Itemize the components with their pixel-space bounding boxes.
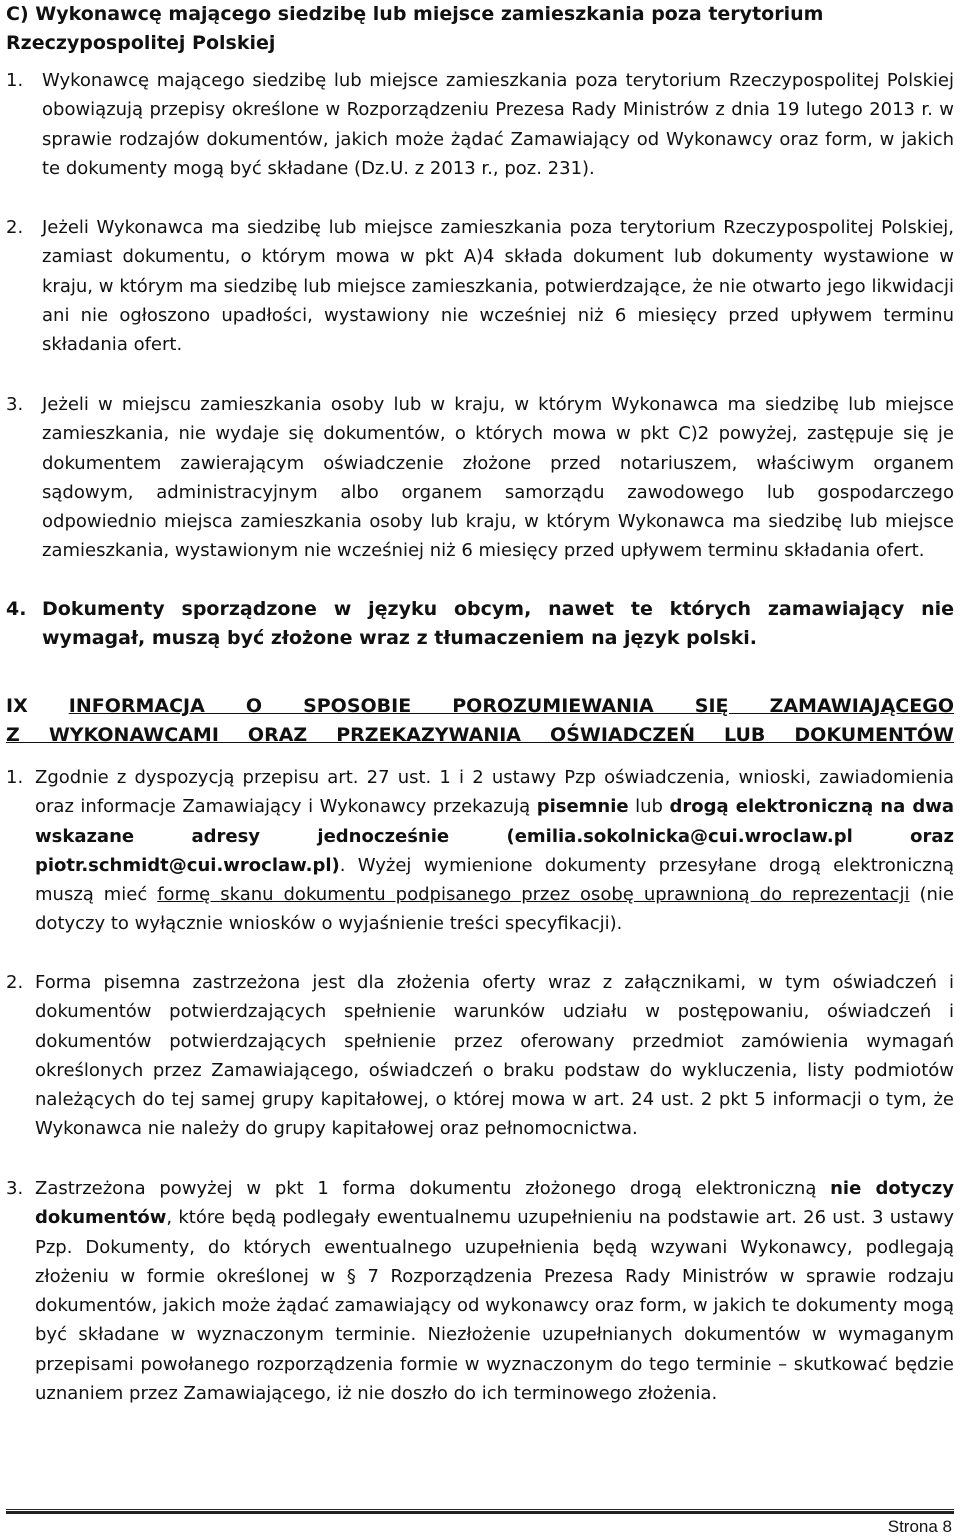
section-ix-item-3 <box>6 1174 954 1408</box>
section-c-item-4 <box>6 595 954 654</box>
section-c-item-3 <box>6 390 954 566</box>
item-text: Forma pisemna zastrzeżona jest dla złożenia oferty wraz z załącznikami, w tym oświadczeń i dokumentów potwierdzających spełnienie warunków udziału w postępowaniu, oświadczeń i dokumentów potwierdzających spełnienie przez oferowany przedmiot zamówienia wymagań określonych przez Zamawiającego, oświadczeń o braku podstaw do wykluczenia, listy podmiotów należących do tej samej grupy kapitałowej, o której mowa w art. 24 ust. 2 pkt 5 informacji o tym, że Wykonawca nie należy do grupy kapitałowej oraz pełnomocnictwa. <box>35 972 954 1140</box>
item-text: Wykonawcę mającego siedzibę lub miejsce zamieszkania poza terytorium Rzeczypospolitej Polskiej obowiązują przepisy określone w Rozporządzeniu Prezesa Rady Ministrów z dnia 19 lutego 2013 r. w sprawie rodzajów dokumentów, jakich może żądać Zamawiający od Wykonawcy oraz form, w jakich te dokumenty mogą być składane (Dz.U. z 2013 r., poz. 231). <box>42 70 954 179</box>
section-ix-prefix: IX <box>6 695 28 717</box>
email-addresses: drogą elektroniczną na dwa wskazane adresy jednocześnie (emilia.sokolnicka@cui.wroclaw.pl oraz piotr.schmidt@cui.wroclaw.pl) <box>35 796 954 876</box>
section-c-item-1 <box>6 66 954 183</box>
footer-divider-thick <box>6 1511 954 1514</box>
item-number: 2. <box>6 217 24 238</box>
item-number: 1. <box>6 767 24 788</box>
item-text: Zgodnie z dyspozycją przepisu art. 27 ust. 1 i 2 ustawy Pzp oświadczenia, wnioski, zawiadomienia oraz informacje Zamawiający i Wykonawcy przekazują pisemnie lub drogą elektroniczną na dwa wskazane adresy jednocześnie (emilia.sokolnicka@cui.wroclaw.pl oraz piotr.schmidt@cui.wroclaw.pl). Wyżej wymienione dokumenty przesyłane drogą elektroniczną muszą mieć formę skanu dokumentu podpisanego przez osobę uprawnioną do reprezentacji (nie dotyczy to wyłącznie wniosków o wyjaśnienie treści specyfikacji). <box>35 767 955 935</box>
item-number: 1. <box>6 70 24 91</box>
item-number: 3. <box>6 394 24 415</box>
item-number: 3. <box>6 1178 24 1199</box>
item-number: 4. <box>6 598 27 620</box>
section-ix-item-2 <box>6 968 954 1144</box>
page-number: Strona 8 <box>887 1517 952 1536</box>
section-c-heading: C) Wykonawcę mającego siedzibę lub miejsce zamieszkania poza terytorium Rzeczypospolitej Polskiej <box>6 3 824 54</box>
section-ix-heading-line1: IX INFORMACJA O SPOSOBIE POROZUMIEWANIA SIĘ ZAMAWIAJĄCEGO <box>6 695 954 717</box>
item-text: Jeżeli Wykonawca ma siedzibę lub miejsce zamieszkania poza terytorium Rzeczypospolitej Polskiej, zamiast dokumentu, o którym mowa w pkt A)4 składa dokument lub dokumenty wystawione w kraju, w którym ma siedzibę lub miejsce zamieszkania, potwierdzające, że nie otwarto jego likwidacji ani nie ogłoszono upadłości, wystawiony nie wcześniej niż 6 miesięcy przed upływem terminu składania ofert. <box>42 217 954 356</box>
section-ix-item-1 <box>6 763 954 939</box>
section-c-item-2 <box>6 213 954 359</box>
item-number: 2. <box>6 972 24 993</box>
item-text: Zastrzeżona powyżej w pkt 1 forma dokumentu złożonego drogą elektroniczną nie dotyczy dokumentów, które będą podlegały ewentualnemu uzupełnieniu na podstawie art. 26 ust. 3 ustawy Pzp. Dokumenty, do których ewentualnego uzupełnienia będą wzywani Wykonawcy, podlegają złożeniu w formie określonej w § 7 Rozporządzenia Prezesa Rady Ministrów w sprawie rodzaju dokumentów, jakich może żądać zamawiający od wykonawcy oraz form, w jakich te dokumenty mogą być składane w wyznaczonym terminie. Niezłożenie uzupełnianych dokumentów w wymaganym przepisami powołanego rozporządzenia formie w wyznaczonym do tego terminie – skutkować będzie uznaniem przez Zamawiającego, iż nie doszło do ich terminowego złożenia. <box>35 1178 954 1405</box>
section-ix-heading-line2: Z WYKONAWCAMI ORAZ PRZEKAZYWANIA OŚWIADCZEŃ LUB DOKUMENTÓW <box>6 724 954 746</box>
item-text: Dokumenty sporządzone w języku obcym, nawet te których zamawiający nie wymagał, muszą być złożone wraz z tłumaczeniem na język polski. <box>42 598 954 650</box>
footer-divider <box>6 1509 954 1510</box>
section-ix-heading <box>6 692 954 750</box>
item-text: Jeżeli w miejscu zamieszkania osoby lub w kraju, w którym Wykonawca ma siedzibę lub miejsce zamieszkania, nie wydaje się dokumentów, o których mowa w pkt C)2 powyżej, zastępuje się je dokumentem zawierającym oświadczenie złożone przed notariuszem, właściwym organem sądowym, administracyjnym albo organem samorządu zawodowego lub gospodarczego odpowiednio miejsca zamieszkania osoby lub kraju, w którym Wykonawca ma siedzibę lub miejsce zamieszkania, wystawionym nie wcześniej niż 6 miesięcy przed upływem terminu składania ofert. <box>42 394 954 562</box>
